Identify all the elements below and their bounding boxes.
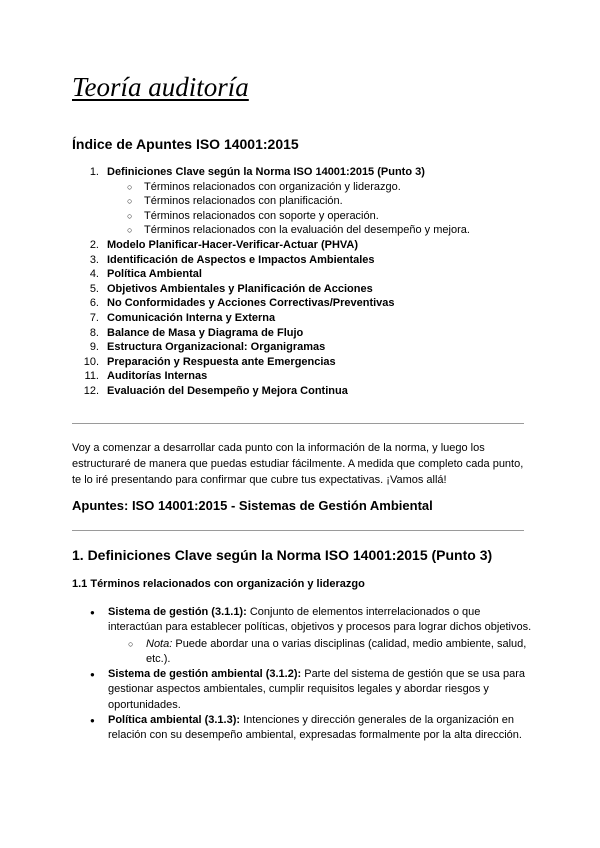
section-heading: 1. Definiciones Clave según la Norma ISO 14001:2015 (Punto 3) [72, 547, 493, 563]
index-item-6 [72, 296, 532, 311]
index-item-11 [72, 369, 532, 384]
definition-item [72, 713, 532, 744]
index-label: Objetivos Ambientales y Planificación de Acciones [107, 282, 373, 295]
index-sublist [107, 180, 532, 238]
definition-term: Política ambiental (3.1.3): [108, 714, 241, 727]
subsection-heading: 1.1 Términos relacionados con organización y liderazgo [72, 578, 365, 590]
index-number: 10. [83, 355, 99, 368]
index-heading: Índice de Apuntes ISO 14001:2015 [72, 136, 299, 152]
index-subitem: ○ Términos relacionados con organización y liderazgo. [107, 180, 532, 195]
definition-term: Sistema de gestión (3.1.1): [108, 606, 247, 618]
index-number: 12. [83, 384, 99, 397]
definition-text: Conjunto de elementos interrelacionados o que interactúan para establecer políticas, objetivos y procesos para lograr dichos objetivos. [108, 606, 532, 634]
index-label: Definiciones Clave según la Norma ISO 14001:2015 (Punto 3) [107, 166, 425, 178]
index-subitem: ○ Términos relacionados con planificación. [107, 194, 532, 209]
index-label: Identificación de Aspectos e Impactos Ambientales [107, 253, 375, 266]
index-subitem: ○ Términos relacionados con la evaluación del desempeño y mejora. [107, 223, 532, 238]
index-label: Modelo Planificar-Hacer-Verificar-Actuar (PHVA) [107, 238, 359, 251]
index-list [72, 165, 532, 399]
index-item-2 [72, 238, 532, 253]
index-label: Evaluación del Desempeño y Mejora Continua [107, 384, 348, 397]
apuntes-heading: Apuntes: ISO 14001:2015 - Sistemas de Gestión Ambiental [72, 498, 433, 513]
definition-item [72, 667, 532, 713]
index-label: No Conformidades y Acciones Correctivas/Preventivas [107, 297, 395, 310]
index-label: Preparación y Respuesta ante Emergencias [107, 355, 336, 368]
index-label: Política Ambiental [107, 268, 202, 281]
horizontal-rule [72, 530, 524, 531]
definition-item [72, 605, 532, 667]
definition-text: Intenciones y dirección generales de la organización en relación con su desempeño ambiental, expresadas formalmente por la alta dirección. [108, 714, 522, 742]
index-number: 8. [89, 326, 99, 339]
index-item-9 [72, 340, 532, 355]
index-label: Estructura Organizacional: Organigramas [107, 341, 326, 354]
document-title: Teoría auditoría [72, 72, 249, 102]
index-number: 4. [89, 268, 99, 281]
index-number: 1. [89, 166, 99, 178]
index-item-5 [72, 282, 532, 297]
index-number: 7. [89, 311, 99, 324]
index-number: 3. [89, 253, 99, 266]
note-item [108, 637, 532, 668]
index-subitem: ○ Términos relacionados con soporte y operación. [107, 209, 532, 224]
intro-paragraph: Voy a comenzar a desarrollar cada punto con la información de la norma, y luego los estructuraré de manera que puedas estudiar fácilmente. A medida que completo cada punto, te lo iré presentando para confirmar que cubre tus expectativas. ¡Vamos allá! [72, 442, 524, 486]
horizontal-rule [72, 423, 524, 424]
note-text: Puede abordar una o varias disciplinas (calidad, medio ambiente, salud, etc.). [146, 637, 527, 665]
definition-text: Parte del sistema de gestión que se usa para gestionar aspectos ambientales, cumplir requisitos legales y abordar riesgos y oportunidades. [108, 668, 525, 711]
index-label: Balance de Masa y Diagrama de Flujo [107, 326, 304, 339]
index-item-1 [72, 165, 532, 238]
index-item-3 [72, 253, 532, 268]
definition-term: Sistema de gestión ambiental (3.1.2): [108, 668, 302, 681]
index-number: 11. [84, 370, 99, 383]
index-item-7 [72, 311, 532, 326]
index-label: Auditorías Internas [107, 370, 208, 383]
index-number: 2. [89, 238, 99, 251]
definitions-list [72, 605, 532, 744]
note-list [108, 637, 532, 668]
index-item-10 [72, 355, 532, 370]
index-item-8 [72, 326, 532, 341]
index-item-4 [72, 267, 532, 282]
index-number: 5. [89, 282, 99, 295]
index-number: 6. [89, 297, 99, 310]
note-label: Nota: [146, 637, 173, 650]
index-number: 9. [89, 341, 99, 354]
index-label: Comunicación Interna y Externa [107, 311, 276, 324]
index-item-12 [72, 384, 532, 399]
